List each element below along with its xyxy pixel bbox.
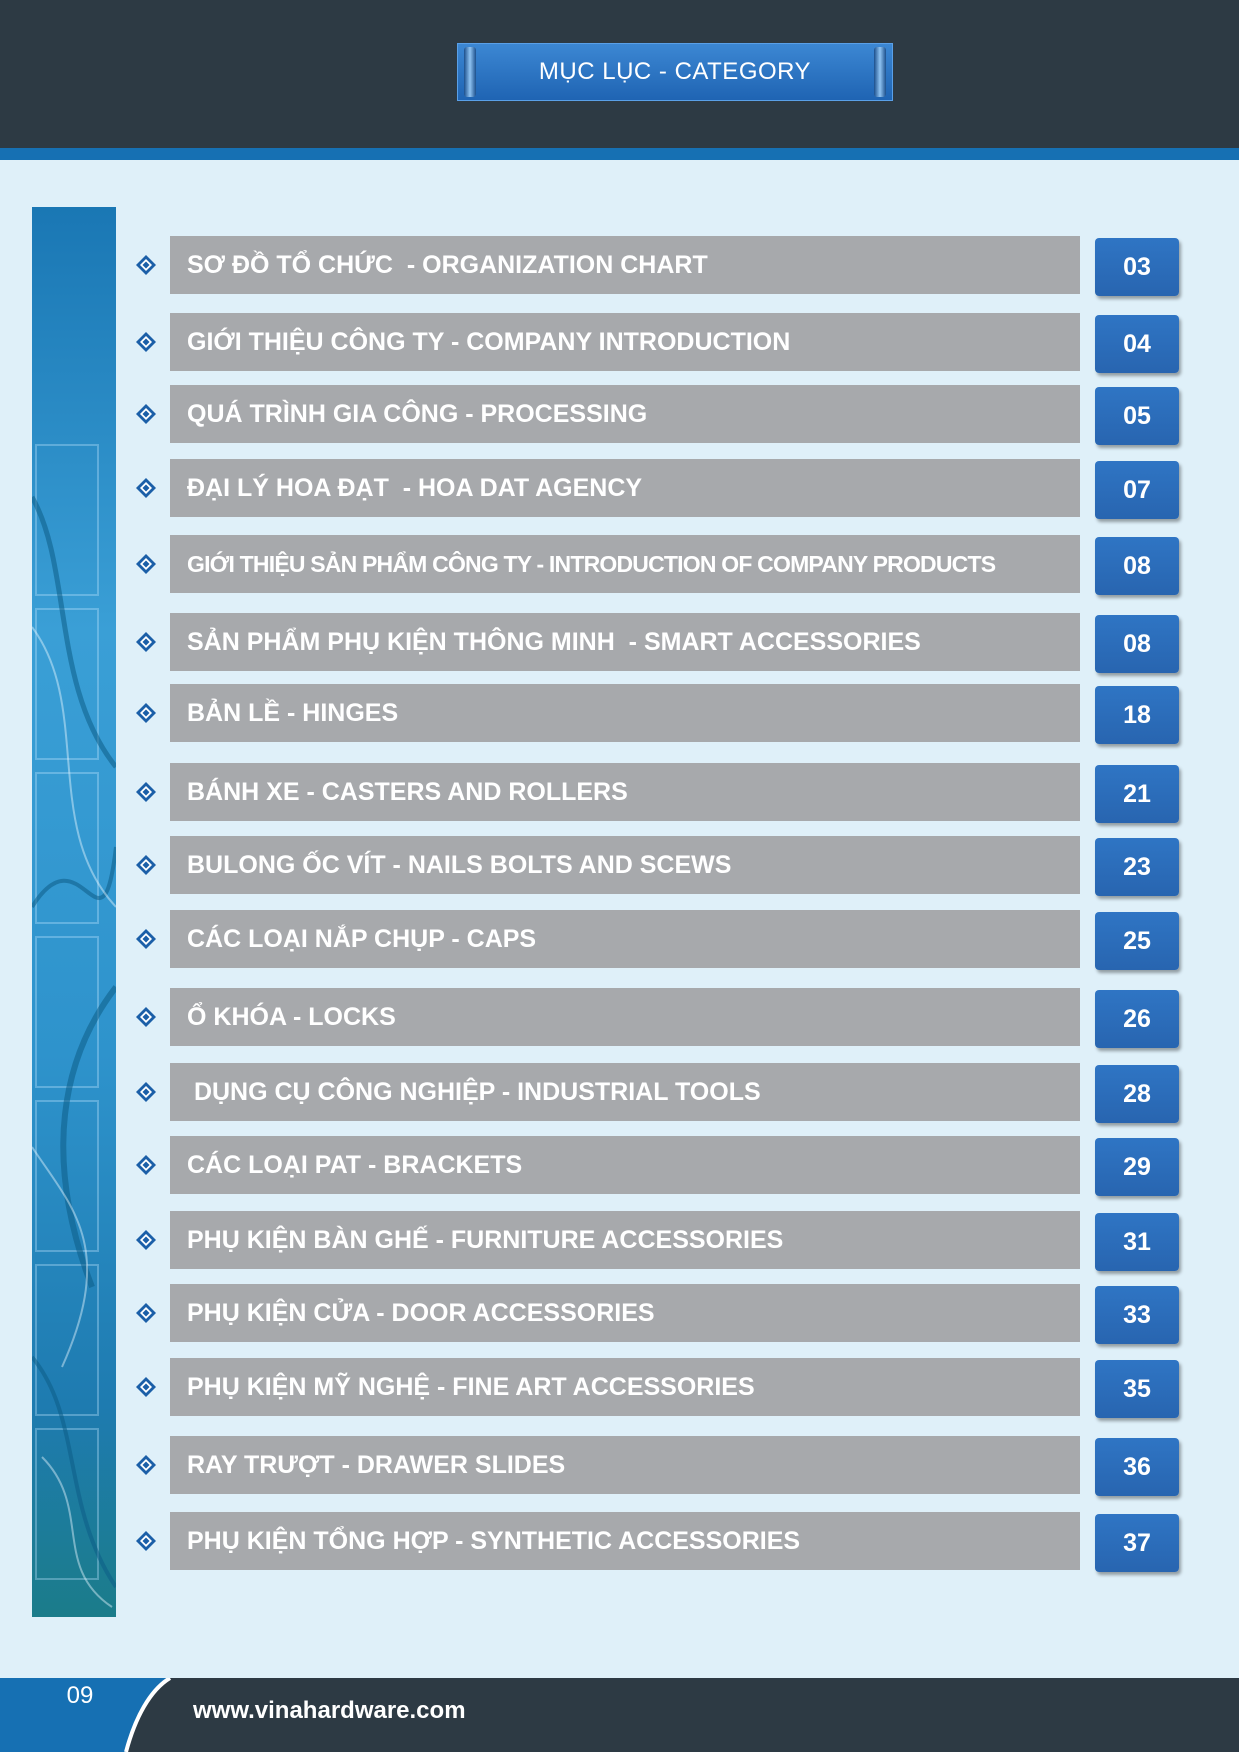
toc-item[interactable] <box>130 1284 1182 1342</box>
toc-item[interactable] <box>130 684 1182 742</box>
decorative-side-panel <box>32 207 116 1617</box>
diamond-bullet-icon <box>136 1007 156 1027</box>
toc-item-label: GIỚI THIỆU SẢN PHẨM CÔNG TY - INTRODUCTION OF COMPANY PRODUCTS <box>170 535 1080 593</box>
page-footer <box>0 1678 1239 1752</box>
header-accent-stripe <box>0 148 1239 160</box>
toc-item-page-number: 18 <box>1095 686 1179 744</box>
toc-item-label: PHỤ KIỆN TỔNG HỢP - SYNTHETIC ACCESSORIES <box>170 1512 1080 1570</box>
diamond-bullet-icon <box>136 332 156 352</box>
toc-item-label: ĐẠI LÝ HOA ĐẠT - HOA DAT AGENCY <box>170 459 1080 517</box>
website-url[interactable]: www.vinahardware.com <box>193 1697 466 1724</box>
diamond-bullet-icon <box>136 1303 156 1323</box>
toc-item-label: BÁNH XE - CASTERS AND ROLLERS <box>170 763 1080 821</box>
diamond-bullet-icon <box>136 929 156 949</box>
footer-accent-shape <box>0 1678 1239 1752</box>
toc-item[interactable] <box>130 1358 1182 1416</box>
page-number: 09 <box>66 1682 94 1709</box>
toc-item[interactable] <box>130 1063 1182 1121</box>
diamond-bullet-icon <box>136 1377 156 1397</box>
toc-item-label: PHỤ KIỆN CỬA - DOOR ACCESSORIES <box>170 1284 1080 1342</box>
toc-item-page-number: 08 <box>1095 537 1179 595</box>
toc-item-label: Ổ KHÓA - LOCKS <box>170 988 1080 1046</box>
toc-item[interactable] <box>130 1436 1182 1494</box>
toc-item-page-number: 08 <box>1095 615 1179 673</box>
abstract-swirl-graphic <box>32 207 116 1617</box>
toc-item-label: BẢN LỀ - HINGES <box>170 684 1080 742</box>
diamond-bullet-icon <box>136 1155 156 1175</box>
toc-item[interactable] <box>130 535 1182 593</box>
toc-item-label: GIỚI THIỆU CÔNG TY - COMPANY INTRODUCTION <box>170 313 1080 371</box>
toc-item-label: CÁC LOẠI PAT - BRACKETS <box>170 1136 1080 1194</box>
toc-item[interactable] <box>130 763 1182 821</box>
toc-item[interactable] <box>130 1136 1182 1194</box>
toc-item[interactable] <box>130 1211 1182 1269</box>
toc-item-page-number: 28 <box>1095 1065 1179 1123</box>
toc-item-page-number: 07 <box>1095 461 1179 519</box>
toc-item[interactable] <box>130 613 1182 671</box>
toc-item-label: DỤNG CỤ CÔNG NGHIỆP - INDUSTRIAL TOOLS <box>170 1063 1080 1121</box>
diamond-bullet-icon <box>136 782 156 802</box>
toc-item-page-number: 29 <box>1095 1138 1179 1196</box>
diamond-bullet-icon <box>136 703 156 723</box>
toc-item-label: QUÁ TRÌNH GIA CÔNG - PROCESSING <box>170 385 1080 443</box>
toc-item-label: SẢN PHẨM PHỤ KIỆN THÔNG MINH - SMART ACCESSORIES <box>170 613 1080 671</box>
diamond-bullet-icon <box>136 554 156 574</box>
diamond-bullet-icon <box>136 404 156 424</box>
toc-item-page-number: 23 <box>1095 838 1179 896</box>
toc-item-page-number: 33 <box>1095 1286 1179 1344</box>
toc-item-page-number: 04 <box>1095 315 1179 373</box>
toc-item[interactable] <box>130 313 1182 371</box>
toc-item[interactable] <box>130 1512 1182 1570</box>
diamond-bullet-icon <box>136 1531 156 1551</box>
toc-item[interactable] <box>130 988 1182 1046</box>
toc-item-label: PHỤ KIỆN MỸ NGHỆ - FINE ART ACCESSORIES <box>170 1358 1080 1416</box>
toc-item-page-number: 35 <box>1095 1360 1179 1418</box>
toc-item-page-number: 31 <box>1095 1213 1179 1271</box>
toc-item-page-number: 36 <box>1095 1438 1179 1496</box>
page-title: MỤC LỤC - CATEGORY <box>457 43 893 101</box>
toc-item-page-number: 26 <box>1095 990 1179 1048</box>
toc-item-label: CÁC LOẠI NẮP CHỤP - CAPS <box>170 910 1080 968</box>
toc-item[interactable] <box>130 459 1182 517</box>
diamond-bullet-icon <box>136 255 156 275</box>
diamond-bullet-icon <box>136 632 156 652</box>
toc-item-page-number: 03 <box>1095 238 1179 296</box>
toc-item[interactable] <box>130 385 1182 443</box>
diamond-bullet-icon <box>136 1082 156 1102</box>
toc-item-label: BULONG ỐC VÍT - NAILS BOLTS AND SCEWS <box>170 836 1080 894</box>
toc-item-page-number: 05 <box>1095 387 1179 445</box>
toc-item-label: SƠ ĐỒ TỔ CHỨC - ORGANIZATION CHART <box>170 236 1080 294</box>
toc-item-label: PHỤ KIỆN BÀN GHẾ - FURNITURE ACCESSORIES <box>170 1211 1080 1269</box>
toc-item[interactable] <box>130 910 1182 968</box>
diamond-bullet-icon <box>136 478 156 498</box>
toc-item[interactable] <box>130 236 1182 294</box>
toc-item[interactable] <box>130 836 1182 894</box>
toc-item-page-number: 37 <box>1095 1514 1179 1572</box>
diamond-bullet-icon <box>136 1230 156 1250</box>
diamond-bullet-icon <box>136 1455 156 1475</box>
toc-item-page-number: 25 <box>1095 912 1179 970</box>
toc-item-page-number: 21 <box>1095 765 1179 823</box>
toc-item-label: RAY TRƯỢT - DRAWER SLIDES <box>170 1436 1080 1494</box>
diamond-bullet-icon <box>136 855 156 875</box>
